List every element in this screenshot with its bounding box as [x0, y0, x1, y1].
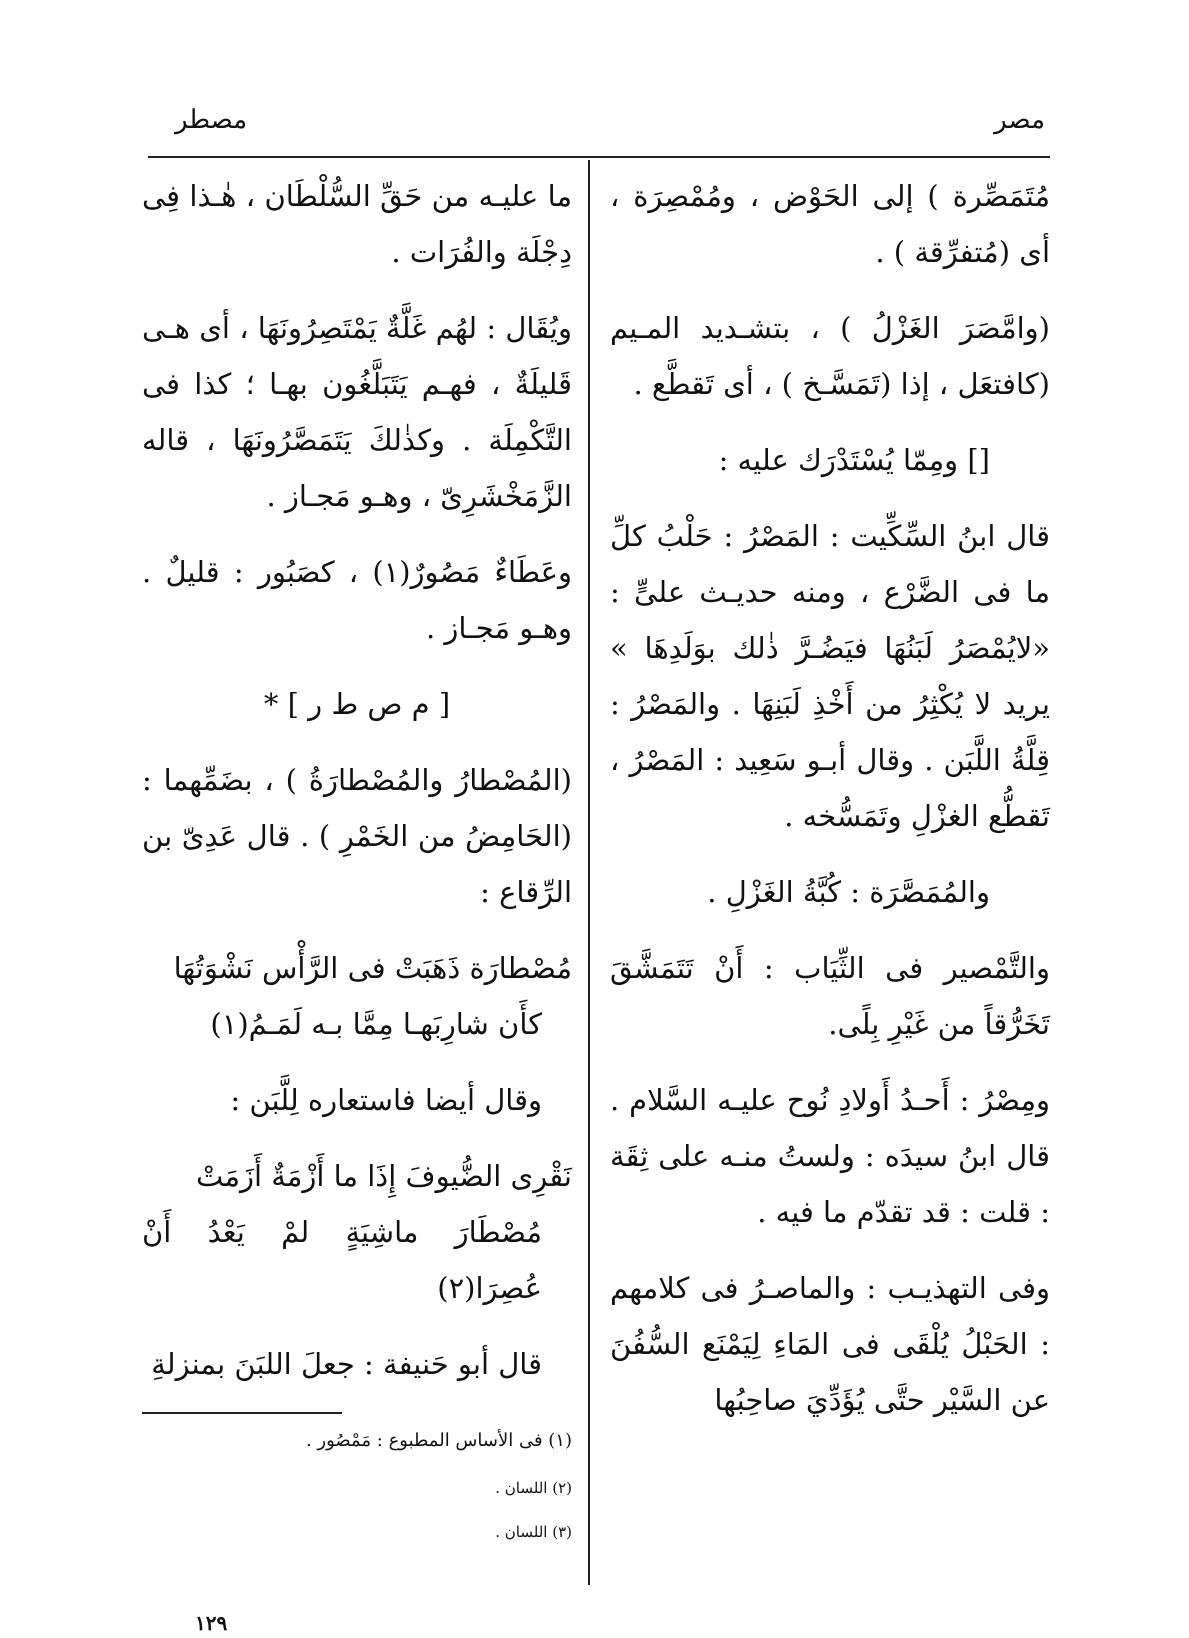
footnote: (١) فى الأساس المطبوع : مَمْصُور .: [305, 1430, 572, 1451]
running-header-right: مصر: [994, 105, 1045, 135]
paragraph: ومِصْرُ : أَحـدُ أَولادِ نُوح عليـه السَّلام . قال ابنُ سيدَه : ولستُ منـه على ثِقَة : قلت : قد تقدّم ما فيه .: [610, 1083, 1050, 1229]
right-column: [610, 168, 1050, 1448]
verse-line: مُصْطَارَ ماشِيَةٍ لمْ يَعْدُ أَنْ عُصِرَا(٢): [142, 1215, 542, 1305]
verse-line: مُصْطارَة ذَهَبَتْ فى الرَّأْس نَشْوَتُهَا: [173, 951, 572, 985]
footnote: (٢) اللسان .: [495, 1479, 572, 1497]
paragraph: قال أبو حَنيفة : جعلَ اللبَنَ بمنزلةِ: [151, 1347, 542, 1381]
paragraph: مُتَمَصِّرة ) إلى الحَوْض ، ومُمْصِرَة ، أى (مُتفرِّقة ) .: [610, 179, 1050, 269]
paragraph: وفى التهذيـب : والماصـرُ فى كلامهم : الحَبْلُ يُلْقَى فى المَاءِ لِيَمْنَع السُّفُنَ عن السَّيْر حتَّى يُؤَدِّيَ صاحِبُها: [610, 1271, 1050, 1417]
paragraph: (وامَّصَرَ الغَزْلُ ) ، بتشـديد المـيم (كافتعَل ، إذا (تَمَسَّـخ ) ، أى تَقطَّع .: [610, 311, 1050, 401]
paragraph: وقال أيضا فاستعاره لِلَّبَن :: [230, 1083, 542, 1117]
verse: [142, 1148, 572, 1316]
paragraph: والتَّمْصير فى الثِّيَاب : أَنْ تَتَمَشَّقَ تَخَرُّقاً من غَيْرِ بِلًى.: [610, 951, 1050, 1041]
paragraph: ويُقَال : لهُم غَلَّةٌ يَمْتَصِرُونَهَا ، أى هـى قَليلَةٌ ، فهـم يَتَبَلَّغُون بهـا ؛ كذا فى التَّكْمِلَة . وكذٰلكَ يَتَمَصَّرُونَهَا ، قاله الزَّمَخْشَرِىّ ، وهـو مَجـاز .: [142, 311, 572, 513]
paragraph: وعَطَاءٌ مَصُورٌ(١) ، كصَبُور : قليلٌ . وهـو مَجـاز .: [142, 555, 572, 645]
verse-line: كأَن شارِبَهـا مِمَّا بـه لَمَـمُ(١): [210, 1007, 542, 1041]
paragraph: (المُصْطارُ والمُصْطارَةُ ) ، بضَمِّهما : (الحَامِضُ من الخَمْرِ ) . قال عَدِىّ بن الرِّقاع :: [142, 763, 572, 909]
footnote-rule: [142, 1412, 342, 1414]
paragraph: قال ابنُ السِّكِّيت : المَصْرُ : حَلْبُ كلِّ ما فى الضَّرْع ، ومنه حديـث علىٍّ : «لايُمْصَرُ لَبَنُهَا فيَضُـرَّ ذٰلك بوَلَدِهَا » يريد لا يُكْثِرُ من أَخْذِ لَبَنِهَا . والمَصْرُ : قِلَّةُ اللَّبَن . وقال أبـو سَعِيد : المَصْرُ ، تَقطُّع الغزْلِ وتَمَسُّخه .: [610, 519, 1050, 833]
entry-heading: [ م ص ط ر ] *: [263, 687, 451, 721]
column-divider: [588, 160, 590, 1585]
paragraph: ما عليـه من حَقِّ السُّلْطَان ، هٰـذا فِى دِجْلَة والفُرَات .: [142, 179, 572, 269]
verse: [142, 940, 572, 1052]
header-rule: [148, 156, 1050, 158]
running-header-left: مصطر: [175, 105, 248, 135]
left-column: [142, 168, 572, 1638]
page-number: ١٢٩: [195, 1611, 228, 1635]
verse-line: نَقْرِى الضُّيوفَ إِذَا ما أَزْمَةٌ أَزَمَتْ: [196, 1159, 572, 1193]
footnote: (٣) اللسان .: [495, 1523, 572, 1541]
paragraph: [] ومِمّا يُسْتَدْرَك عليه :: [718, 443, 990, 477]
paragraph: والمُمَصَّرَة : كُبَّةُ الغَزْلِ .: [707, 875, 990, 909]
